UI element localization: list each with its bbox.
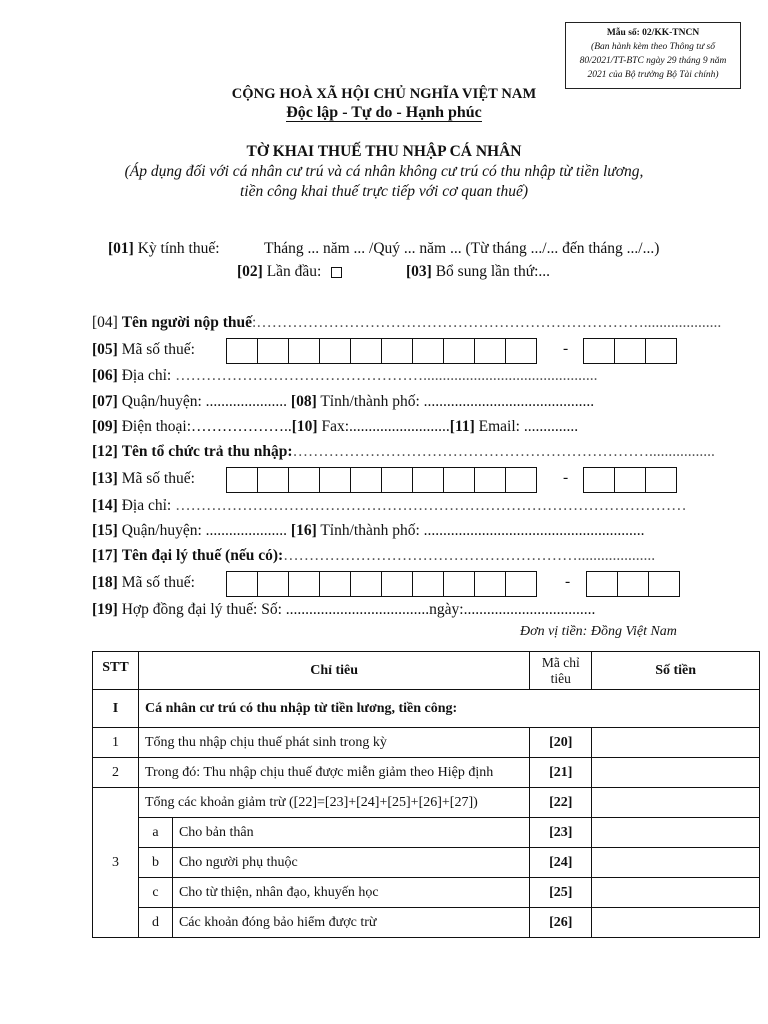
tax-code-cells-05[interactable] xyxy=(226,338,537,364)
digit-cell[interactable] xyxy=(645,338,677,364)
form-code: Mẫu số: 02/KK-TNCN xyxy=(606,28,700,38)
subrow-letter: c xyxy=(138,878,172,908)
field-19-label[interactable]: Hợp đồng đại lý thuế: Số: .....................................ngày:.................................. xyxy=(121,601,596,618)
field-04-row xyxy=(92,314,721,332)
digit-cell[interactable] xyxy=(412,571,444,597)
table-header-row xyxy=(93,652,760,690)
table-subrow xyxy=(93,908,760,938)
digit-cell[interactable] xyxy=(381,571,413,597)
digit-cell[interactable] xyxy=(505,338,537,364)
field-05-row xyxy=(92,341,195,359)
field-03-label[interactable]: Bổ sung lần thứ:... xyxy=(435,263,551,280)
digit-cell[interactable] xyxy=(288,467,320,493)
field-19-row xyxy=(92,601,595,619)
amount-cell[interactable] xyxy=(592,848,760,878)
field-13-row xyxy=(92,470,195,488)
field-09-label[interactable]: Điện thoại:……………….. xyxy=(121,418,292,435)
field-07-label[interactable]: Quận/huyện: ..................... xyxy=(121,393,288,410)
field-01-value[interactable]: Tháng ... năm ... /Quý ... năm ... (Từ tháng .../... đến tháng .../...) xyxy=(264,240,660,257)
section-label: Cá nhân cư trú có thu nhập từ tiền lương, tiền công: xyxy=(138,690,759,728)
tax-code-suffix-cells-13[interactable] xyxy=(583,467,677,493)
field-13-code: [13] xyxy=(92,470,118,487)
tax-code-dash: - xyxy=(563,340,569,357)
currency-unit: Đơn vị tiền: Đồng Việt Nam xyxy=(520,624,677,639)
digit-cell[interactable] xyxy=(505,467,537,493)
field-12-fill[interactable]: ……………………………………………………………................. xyxy=(292,443,715,460)
row-code: [22] xyxy=(530,788,592,818)
amount-cell[interactable] xyxy=(592,758,760,788)
field-11-label[interactable]: Email: .............. xyxy=(478,418,579,435)
field-16-label[interactable]: Tỉnh/thành phố: ......................................................... xyxy=(320,522,645,539)
field-01-label: Kỳ tính thuế: xyxy=(137,240,220,257)
declaration-table xyxy=(92,651,760,938)
amount-cell[interactable] xyxy=(592,788,760,818)
digit-cell[interactable] xyxy=(226,467,258,493)
field-01-row xyxy=(108,240,220,258)
amount-cell[interactable] xyxy=(592,908,760,938)
digit-cell[interactable] xyxy=(648,571,680,597)
row-number: 1 xyxy=(93,728,139,758)
table-subrow xyxy=(93,848,760,878)
digit-cell[interactable] xyxy=(350,338,382,364)
tax-code-cells-18[interactable] xyxy=(226,571,537,597)
row-code: [21] xyxy=(530,758,592,788)
field-16-code: [16] xyxy=(290,522,317,539)
digit-cell[interactable] xyxy=(381,338,413,364)
motto xyxy=(0,104,768,122)
amount-cell[interactable] xyxy=(592,728,760,758)
field-07-row xyxy=(92,393,594,411)
digit-cell[interactable] xyxy=(350,467,382,493)
digit-cell[interactable] xyxy=(257,571,289,597)
field-15-row xyxy=(92,522,645,540)
digit-cell[interactable] xyxy=(474,467,506,493)
nation-heading: CỘNG HOÀ XÃ HỘI CHỦ NGHĨA VIỆT NAM xyxy=(231,86,537,102)
field-15-label[interactable]: Quận/huyện: ..................... xyxy=(121,522,288,539)
field-14-fill[interactable]: ……………………………………………………………………………………… xyxy=(171,497,687,514)
header-code: Mã chỉ tiêu xyxy=(530,652,592,690)
digit-cell[interactable] xyxy=(443,571,475,597)
table-subrow xyxy=(93,818,760,848)
field-06-row xyxy=(92,367,597,385)
field-11-code: [11] xyxy=(449,418,475,435)
digit-cell[interactable] xyxy=(583,467,615,493)
digit-cell[interactable] xyxy=(474,571,506,597)
field-04-label: Tên người nộp thuế xyxy=(121,314,252,331)
row-number: 2 xyxy=(93,758,139,788)
subtitle-line-2: tiền công khai thuế trực tiếp với cơ quan thuế) xyxy=(240,183,528,200)
subrow-label: Các khoản đóng bảo hiểm được trừ xyxy=(172,908,529,938)
field-09-row xyxy=(92,418,578,436)
field-04-fill[interactable]: :………………………………………………………………….................... xyxy=(252,314,722,331)
row-label: Tổng các khoản giảm trừ ([22]=[23]+[24]+[25]+[26]+[27]) xyxy=(138,788,529,818)
table-subrow xyxy=(93,878,760,908)
section-number: I xyxy=(93,690,139,728)
digit-cell[interactable] xyxy=(583,338,615,364)
issued-line-2: 80/2021/TT-BTC ngày 29 tháng 9 năm xyxy=(579,56,727,66)
field-14-label: Địa chỉ: xyxy=(121,497,172,514)
digit-cell[interactable] xyxy=(443,467,475,493)
field-17-label: Tên đại lý thuế (nếu có): xyxy=(121,547,284,564)
subrow-code: [23] xyxy=(530,818,592,848)
tax-code-dash: - xyxy=(563,469,569,486)
digit-cell[interactable] xyxy=(645,467,677,493)
digit-cell[interactable] xyxy=(474,338,506,364)
digit-cell[interactable] xyxy=(226,571,258,597)
field-08-label[interactable]: Tỉnh/thành phố: ............................................ xyxy=(320,393,595,410)
digit-cell[interactable] xyxy=(412,467,444,493)
issued-line-1: (Ban hành kèm theo Thông tư số xyxy=(591,42,715,52)
field-06-label: Địa chỉ: xyxy=(121,367,172,384)
table-row xyxy=(93,728,760,758)
field-17-row xyxy=(92,547,655,565)
header-amount: Số tiền xyxy=(592,652,760,690)
subrow-label: Cho từ thiện, nhân đạo, khuyến học xyxy=(172,878,529,908)
tax-code-suffix-cells-18[interactable] xyxy=(586,571,680,597)
form-number-box xyxy=(565,22,741,89)
field-05-code: [05] xyxy=(92,341,118,358)
field-06-code: [06] xyxy=(92,367,118,384)
digit-cell[interactable] xyxy=(350,571,382,597)
tax-code-cells-13[interactable] xyxy=(226,467,537,493)
subrow-letter: b xyxy=(138,848,172,878)
field-04-code: [04] xyxy=(92,314,118,331)
row-label: Tổng thu nhập chịu thuế phát sinh trong kỳ xyxy=(138,728,529,758)
table-row xyxy=(93,690,760,728)
field-18-label: Mã số thuế: xyxy=(121,574,195,591)
digit-cell[interactable] xyxy=(288,571,320,597)
amount-cell[interactable] xyxy=(592,878,760,908)
subrow-code: [26] xyxy=(530,908,592,938)
field-06-fill[interactable]: …………………………………………............................................. xyxy=(171,367,598,384)
amount-cell[interactable] xyxy=(592,818,760,848)
row-number: 3 xyxy=(93,788,139,938)
table-row xyxy=(93,788,760,818)
subrow-code: [25] xyxy=(530,878,592,908)
field-18-code: [18] xyxy=(92,574,118,591)
field-14-row xyxy=(92,497,687,515)
digit-cell[interactable] xyxy=(586,571,618,597)
digit-cell[interactable] xyxy=(443,338,475,364)
header-criteria: Chỉ tiêu xyxy=(138,652,529,690)
field-12-label: Tên tổ chức trả thu nhập: xyxy=(121,443,293,460)
digit-cell[interactable] xyxy=(412,338,444,364)
field-10-code: [10] xyxy=(291,418,318,435)
tax-code-dash: - xyxy=(565,573,571,590)
motto-text: Độc lập - Tự do - Hạnh phúc xyxy=(286,104,482,121)
field-19-code: [19] xyxy=(92,601,118,618)
field-12-row xyxy=(92,443,715,461)
field-03-row xyxy=(406,263,550,281)
field-17-code: [17] xyxy=(92,547,118,564)
subrow-letter: d xyxy=(138,908,172,938)
digit-cell[interactable] xyxy=(614,467,646,493)
field-10-label[interactable]: Fax:.......................... xyxy=(321,418,450,435)
field-02-row xyxy=(237,263,342,281)
header-stt: STT xyxy=(93,652,139,690)
digit-cell[interactable] xyxy=(505,571,537,597)
field-07-code: [07] xyxy=(92,393,118,410)
tax-code-suffix-cells-05[interactable] xyxy=(583,338,677,364)
subtitle-line-1: (Áp dụng đối với cá nhân cư trú và cá nhân không cư trú có thu nhập từ tiền lương, xyxy=(124,163,644,180)
field-12-code: [12] xyxy=(92,443,118,460)
row-code: [20] xyxy=(530,728,592,758)
field-02-code: [02] xyxy=(237,263,263,280)
field-05-label: Mã số thuế: xyxy=(121,341,195,358)
field-17-fill[interactable]: ………………………………………………….................... xyxy=(283,547,656,564)
subrow-label: Cho bản thân xyxy=(172,818,529,848)
digit-cell[interactable] xyxy=(288,338,320,364)
field-14-code: [14] xyxy=(92,497,118,514)
digit-cell[interactable] xyxy=(319,338,351,364)
field-03-code: [03] xyxy=(406,263,432,280)
field-13-label: Mã số thuế: xyxy=(121,470,195,487)
page-title: TỜ KHAI THUẾ THU NHẬP CÁ NHÂN xyxy=(246,143,522,160)
digit-cell[interactable] xyxy=(617,571,649,597)
subrow-code: [24] xyxy=(530,848,592,878)
digit-cell[interactable] xyxy=(381,467,413,493)
field-09-code: [09] xyxy=(92,418,118,435)
field-15-code: [15] xyxy=(92,522,118,539)
digit-cell[interactable] xyxy=(257,338,289,364)
digit-cell[interactable] xyxy=(257,467,289,493)
digit-cell[interactable] xyxy=(226,338,258,364)
issued-line-3: 2021 của Bộ trưởng Bộ Tài chính) xyxy=(587,70,719,80)
digit-cell[interactable] xyxy=(614,338,646,364)
digit-cell[interactable] xyxy=(319,571,351,597)
field-02-label: Lần đầu: xyxy=(266,263,322,280)
row-label: Trong đó: Thu nhập chịu thuế được miễn giảm theo Hiệp định xyxy=(138,758,529,788)
field-08-code: [08] xyxy=(290,393,317,410)
field-18-row xyxy=(92,574,195,592)
field-01-code: [01] xyxy=(108,240,134,257)
first-time-checkbox[interactable] xyxy=(331,267,342,278)
table-row xyxy=(93,758,760,788)
subrow-label: Cho người phụ thuộc xyxy=(172,848,529,878)
subrow-letter: a xyxy=(138,818,172,848)
digit-cell[interactable] xyxy=(319,467,351,493)
